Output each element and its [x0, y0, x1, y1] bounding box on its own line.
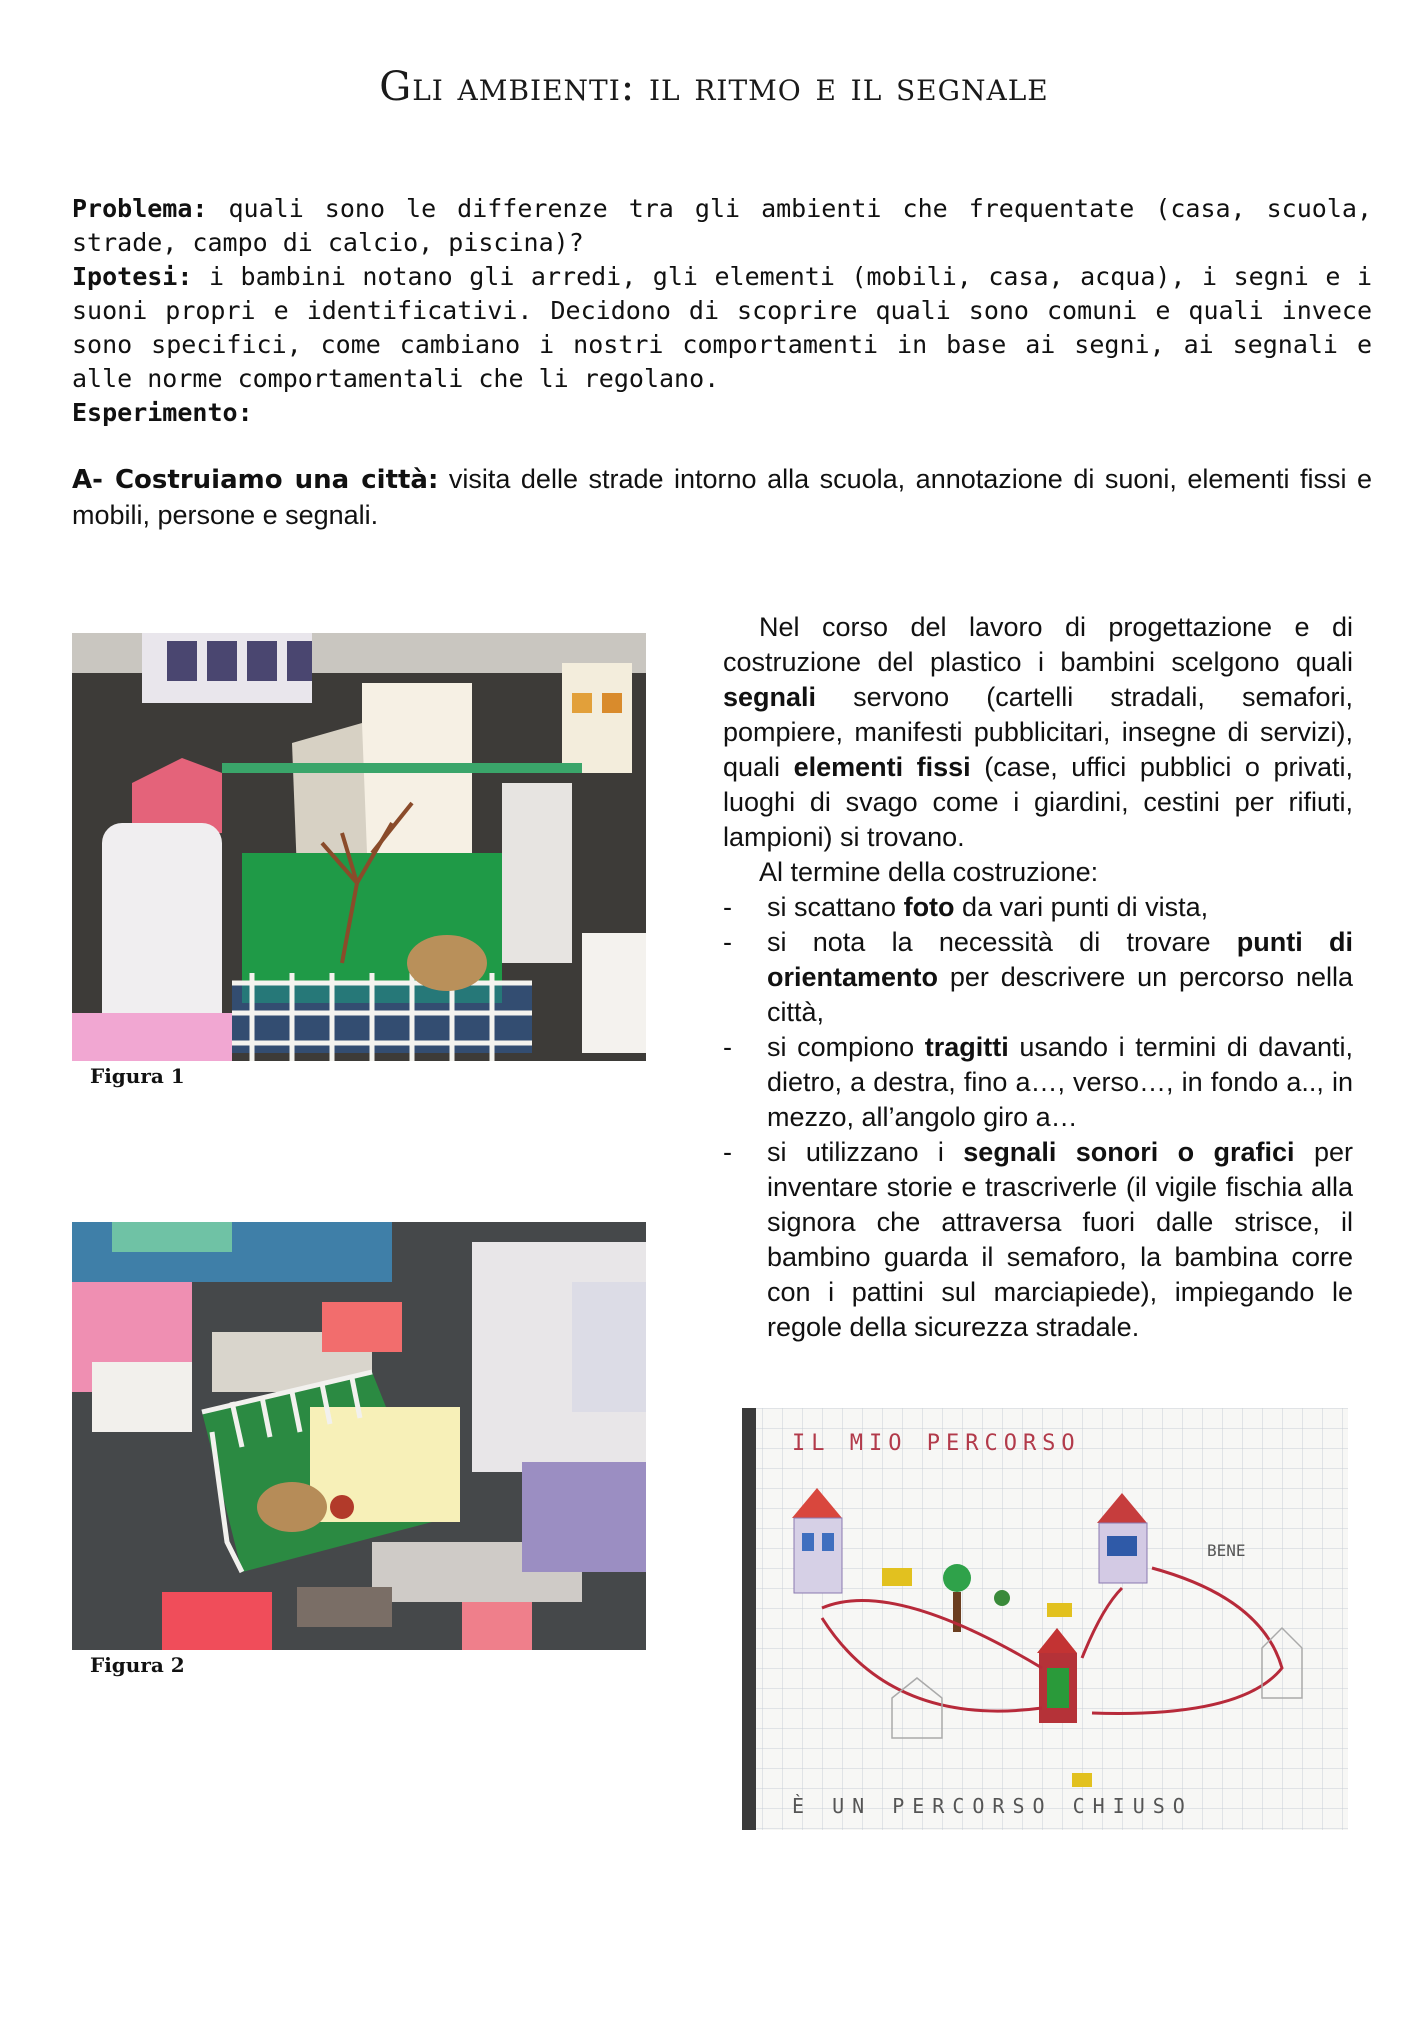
list-item-text: da vari punti di vista, [954, 892, 1209, 922]
activity-list [723, 890, 1353, 1345]
drawing-footer: È UN PERCORSO CHIUSO [792, 1794, 1193, 1818]
bullet-dash: - [723, 927, 732, 957]
child-drawing [742, 1408, 1348, 1830]
list-item-text: si scattano [767, 892, 904, 922]
bullet-dash: - [723, 1137, 732, 1167]
list-item-text: si nota la necessità di trovare [767, 927, 1237, 957]
description-paragraph-1 [723, 610, 1353, 855]
bullet-dash: - [723, 1032, 732, 1062]
section-a-text: visita delle strade intorno alla scuola, annotazione di suoni, elementi fissi e mobili, persone e segnali. [72, 464, 1372, 530]
list-item-bold: punti di orientamento [767, 927, 1353, 992]
problema-label: Problema: [72, 194, 208, 223]
description-paragraph-2: Al termine della costruzione: [759, 857, 1099, 887]
p1-elementi-fissi: elementi fissi [793, 752, 971, 782]
section-a [72, 462, 1372, 533]
esperimento-paragraph [72, 396, 1372, 430]
list-item-text: per inventare storie e trascriverle (il vigile fischia alla signora che attraversa fuori dalle strisce, il bambino guarda il semaforo, la bambina corre con i pattini sul marciapiede), impiegando le regole della sicurezza stradale. [767, 1137, 1353, 1342]
problema-paragraph [72, 192, 1372, 260]
p1-part-c: servono (cartelli stradali, semafori, pompiere, manifesti pubblicitari, insegne di servizi), quali [723, 682, 1353, 782]
list-item-bold: segnali sonori o grafici [963, 1137, 1295, 1167]
p1-part-a: Nel corso del lavoro di progettazione e di costruzione del plastico i bambini scelgono quali [723, 612, 1353, 677]
list-item [723, 1030, 1353, 1135]
p1-part-e: (case, uffici pubblici o privati, luoghi di svago come i giardini, cestini per rifiuti, lampioni) si trovano. [723, 752, 1353, 852]
bullet-dash: - [723, 892, 732, 922]
figure-2-caption: Figura 2 [90, 1653, 185, 1677]
list-item-text: per descrivere un percorso nella città, [767, 962, 1353, 1027]
ipotesi-paragraph [72, 260, 1372, 396]
problema-text: quali sono le differenze tra gli ambienti che frequentate (casa, scuola, strade, campo di calcio, piscina)? [72, 194, 1372, 257]
figure-1-caption: Figura 1 [90, 1064, 185, 1088]
drawing-word: BENE [1207, 1541, 1246, 1560]
list-item-bold: foto [903, 892, 955, 922]
list-item-text: si compiono [767, 1032, 925, 1062]
figure-2-photo [72, 1222, 646, 1650]
drawing-title: IL MIO PERCORSO [792, 1431, 1081, 1456]
ipotesi-text: i bambini notano gli arredi, gli elementi (mobili, casa, acqua), i segni e i suoni propri e identificativi. Decidono di scoprire quali sono comuni e quali invece sono specifici, come cambiano i nostri comportamenti in base ai segni, ai segnali e alle norme comportamentali che li regolano. [72, 262, 1372, 393]
list-item-text: si utilizzano i [767, 1137, 964, 1167]
ipotesi-label: Ipotesi: [72, 262, 193, 291]
figure-1-photo [72, 633, 646, 1061]
p1-segnali: segnali [723, 682, 817, 712]
page-title: Gli ambienti: il ritmo e il segnale [379, 64, 1049, 110]
esperimento-label: Esperimento: [72, 398, 253, 427]
list-item [723, 890, 1353, 925]
list-item [723, 1135, 1353, 1345]
list-item-bold: tragitti [924, 1032, 1009, 1062]
list-item [723, 925, 1353, 1030]
intro-block [72, 192, 1372, 430]
list-item-text: usando i termini di davanti, dietro, a destra, fino a…, verso…, in fondo a.., in mezzo, all’angolo giro a… [767, 1032, 1354, 1132]
section-a-heading: A- Costruiamo una città: [72, 465, 439, 495]
description-column [723, 610, 1353, 1345]
